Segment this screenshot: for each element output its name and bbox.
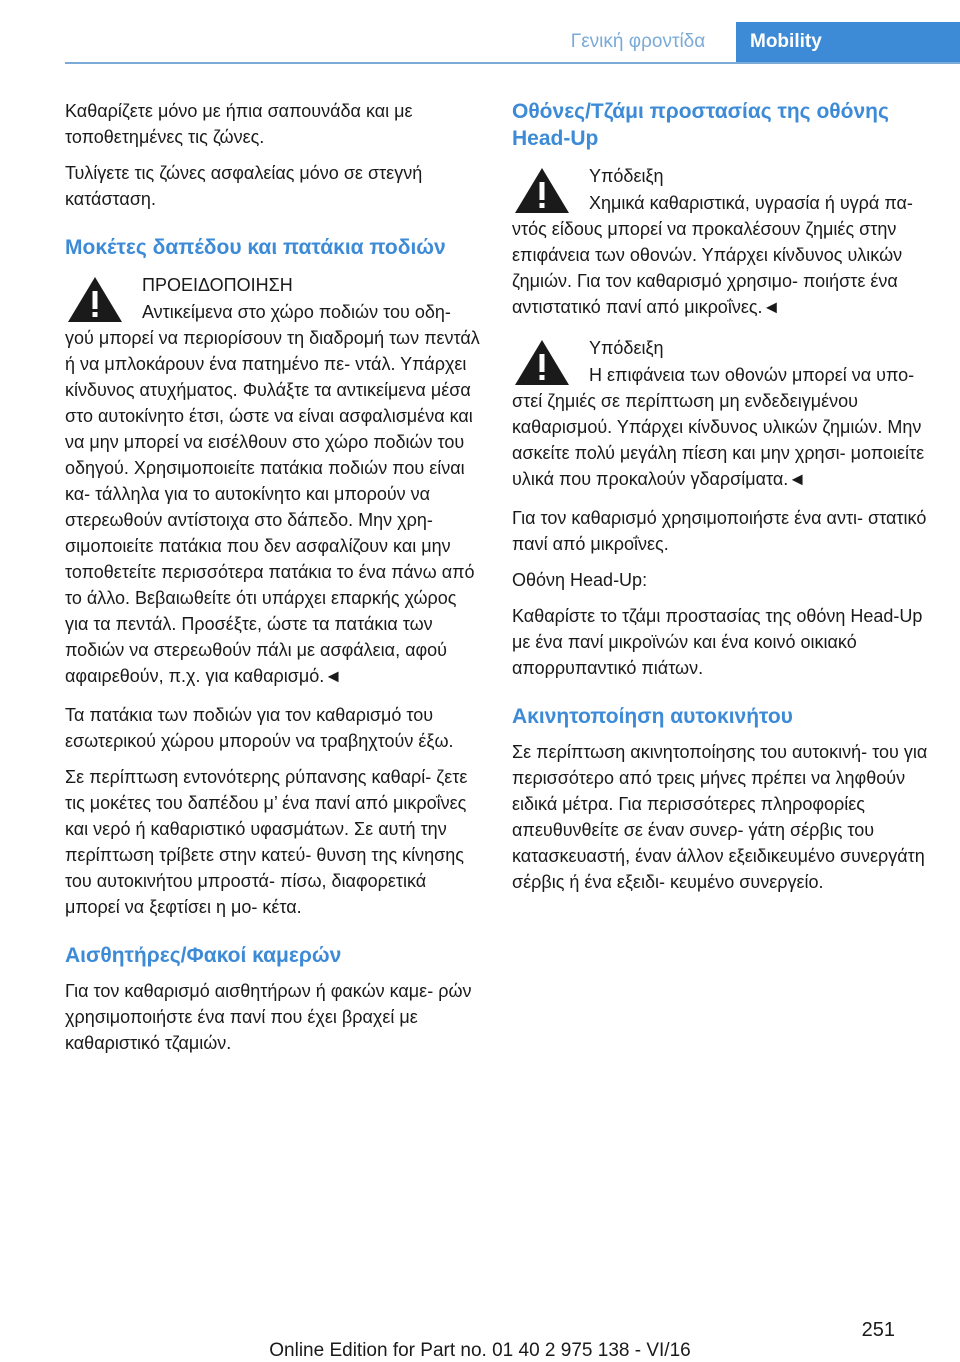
warning-block (65, 270, 483, 689)
paragraph: Για τον καθαρισμό χρησιμοποιήστε ένα αντι- στατικό πανί από μικροΐνες. (512, 508, 927, 554)
note-text: Η επιφάνεια των οθονών μπορεί να υπο- στεί ζημιές σε περίπτωση μη ενδεδειγμένου καθαρισμού. Υπάρχει κίνδυνος υλικών ζημιών. Μην ασκείτε πολύ μεγάλη πίεση και μην χρησι- μοποιείτε υλικά που προκαλούν γδαρσίματα.◄ (512, 365, 925, 489)
note-title: Υπόδειξη (589, 166, 664, 186)
paragraph: Για τον καθαρισμό αισθητήρων ή φακών καμε- ρών χρησιμοποιήστε ένα πανί που έχει βραχεί με καθαριστικό τζαμιών. (65, 981, 472, 1053)
section-heading-floor-mats: Μοκέτες δαπέδου και πατάκια ποδιών (65, 236, 446, 259)
left-column (65, 98, 483, 1066)
tab-general-care[interactable]: Γενική φροντίδα (570, 31, 706, 52)
warning-text: Αντικείμενα στο χώρο ποδιών του οδη- γού μπορεί να περιορίσουν τη διαδρομή των πεντάλ ή να μπλοκάρουν ένα πατημένο πε- ντάλ. Υπάρχει κίνδυνος ατυχήματος. Φυλάξτε τα αντικείμενα μέσα στο αυτοκίνητο έτσι, ώστε να είναι ασφαλισμένα και να μην μπορεί να εισέλθουν στο χώρο ποδιών του οδηγού. Χρησιμοποιείτε πατάκια ποδιών που είναι κα- τάλληλα για το αυτοκίνητο και μπορούν να στερεωθούν αντίστοιχα στο δάπεδο. Μην χρη- σιμοποιείτε πατάκια που δεν ασφαλίζουν και μην τοποθετείτε περισσότερα πατάκια το ένα πάνω από το άλλο. Βεβαιωθείτε ότι υπάρχει επαρκής χώρος για τα πεντάλ. Προσέξτε, ώστε τα πατάκια των ποδιών να στερεωθούν πάλι με ασφάλεια, αφού αφαιρεθούν, π.χ. για καθαρισμό.◄ (65, 302, 480, 686)
section-heading-sensors: Αισθητήρες/Φακοί καμερών (65, 944, 342, 967)
paragraph: Καθαρίζετε μόνο με ήπια σαπουνάδα και με τοποθετημένες τις ζώνες. (65, 101, 413, 147)
paragraph: Οθόνη Head-Up: (512, 570, 648, 590)
note-title: Υπόδειξη (589, 338, 664, 358)
page-number: 251 (861, 1319, 895, 1341)
tab-mobility[interactable]: Mobility (736, 22, 960, 62)
section-heading-immobilisation: Ακινητοποίηση αυτοκινήτου (512, 705, 793, 728)
note-block (512, 333, 932, 492)
paragraph: Καθαρίστε το τζάμι προστασίας της οθόνη Head-Up με ένα πανί μικροϊνών και ένα κοινό οικιακό απορρυπαντικό πιάτων. (512, 606, 923, 678)
header-tabs (540, 22, 960, 62)
warning-title: ΠΡΟΕΙΔΟΠΟΙΗΣΗ (142, 275, 293, 295)
note-text: Χημικά καθαριστικά, υγρασία ή υγρά πα- ντός είδους μπορεί να προκαλέσουν ζημιές στην επιφάνεια των οθονών. Υπάρχει κίνδυνος υλικών ζημιών. Για τον καθαρισμό χρησιμο- ποιήστε ένα αντιστατικό πανί από μικροΐνες.◄ (512, 193, 913, 317)
paragraph: Τα πατάκια των ποδιών για τον καθαρισμό του εσωτερικού χώρου μπορούν να τραβηχτούν έξω. (65, 705, 454, 751)
header-rule (65, 62, 960, 64)
note-block (512, 161, 932, 320)
paragraph: Τυλίγετε τις ζώνες ασφαλείας μόνο σε στεγνή κατάσταση. (65, 163, 423, 209)
warning-triangle-icon (65, 274, 125, 325)
section-heading-screens: Οθόνες/Τζάμι προστασίας της οθόνης Head-Up (512, 100, 889, 150)
paragraph: Σε περίπτωση ακινητοποίησης του αυτοκινή- του για περισσότερο από τρεις μήνες πρέπει να ληφθούν ειδικά μέτρα. Για περισσότερες πληροφορίες απευθυνθείτε σε έναν συνερ- γάτη σέρβις του κατασκευαστή, έναν άλλον εξειδικευμένο συνεργάτη σέρβις ή ένα εξειδι- κευμένο συνεργείο. (512, 742, 928, 892)
warning-triangle-icon (512, 165, 572, 216)
footer-edition: Online Edition for Part no. 01 40 2 975 138 - VI/16 (269, 1340, 691, 1361)
right-column (512, 98, 932, 905)
warning-triangle-icon (512, 337, 572, 388)
paragraph: Σε περίπτωση εντονότερης ρύπανσης καθαρί- ζετε τις μοκέτες του δαπέδου μ’ ένα πανί από μικροΐνες και νερό ή καθαριστικό υφασμάτων. Σε αυτή την περίπτωση τρίβετε στην κατεύ- θυνση της κίνησης του αυτοκινήτου μπροστά- πίσω, διαφορετικά μπορεί να ξεφτίσει η μο- κέτα. (65, 767, 468, 917)
